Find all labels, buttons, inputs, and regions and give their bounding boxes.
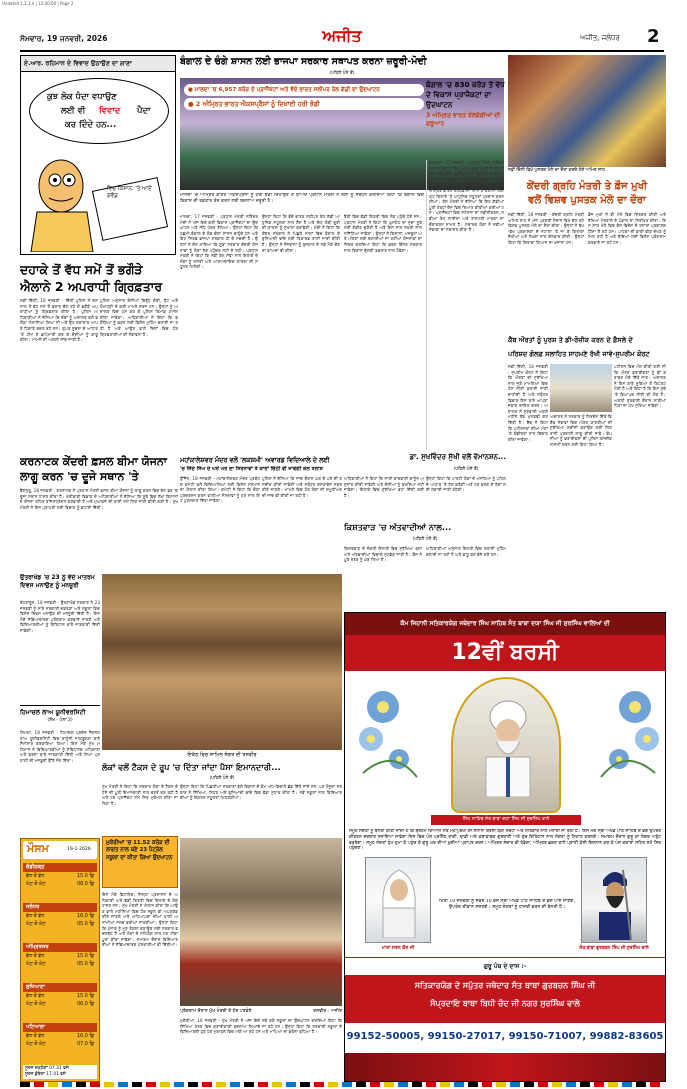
weather-max-label: ਵੱਧ ਤੋਂ ਵੱਧ (26, 1034, 45, 1039)
weather-city (23, 1023, 97, 1063)
speech-line-4: ਕਰ ਦਿੰਦੇ ਹਨ... (65, 120, 117, 130)
lead-headline-row (180, 55, 504, 69)
uttarakhand-body: ਦੇਹਰਾਦੂਨ, 18 ਜਨਵਰੀ - ਉਤਰਾਖੰਡ ਸਰਕਾਰ ਨੇ 23 ਜਨਵਰੀ ਨੂੰ ਸਾਰੇ ਸਰਕਾਰੀ ਦਫ਼ਤਰਾਂ ਅਤੇ ਸਕੂਲਾਂ ਵਿਚ ਵਿਸ਼ੇਸ਼ ਦਿਵਸ ਮਨਾਉਣ ਦੀ ਮਨਜ਼ੂਰੀ ਦਿੱਤੀ ਹੈ। ਇਸ ਮੌਕੇ ਸੱਭਿਆਚਾਰਕ ਪ੍ਰੋਗਰਾਮ ਕਰਵਾਏ ਜਾਣਗੇ ਅਤੇ ਵਿਦਿਆਰਥੀਆਂ ਨੂੰ ਇਤਿਹਾਸ ਬਾਰੇ ਜਾਣਕਾਰੀ ਦਿੱਤੀ ਜਾਵੇਗੀ। (20, 600, 100, 633)
flower-left-icon (353, 677, 423, 787)
honesty-body-col2: ਉਨ੍ਹਾਂ ਕਿਹਾ ਕਿ ਪਿਛਲੀਆਂ ਸਰਕਾਰਾਂ ਵੇਲੇ ਵਿਕਾਸ ਦੇ ਕੰਮ ਅੱਧ-ਵਿਚਾਲੇ ਛੱਡ ਦਿੱਤੇ ਜਾਂਦੇ ਸਨ, ਪਰ ਮੌਜੂਦਾ ਸਰਕਾਰ ਨੇ ਸਿੱਖਿਆ, ਸਿਹਤ ਅਤੇ ਬੁਨਿਆਦੀ ਢਾਂਚੇ ਵਿਚ ਵੱਡਾ ਸੁਧਾਰ ਕੀਤਾ ਹੈ। ਨਵੇਂ ਸਕੂਲਾਂ ਨਾਲ ਵਿਦਿਆਰਥੀਆਂ ਨੂੰ ਬਿਹਤਰ ਸਹੂਲਤਾਂ ਮਿਲਣਗੀਆਂ। (180, 784, 342, 801)
crowd-caption: ਇਕੱਠ ਵਿਚ ਸ਼ਾਮਿਲ ਸੰਗਤ ਦੀ ਤਸਵੀਰ (187, 752, 257, 758)
book-fair-caption: ਨਵੀਂ ਦਿੱਲੀ ਵਿਖੇ ਪੁਸਤਕ ਮੇਲੇ ਦਾ ਦੌਰਾ ਕਰਦੇ ਹੋਏ ਅਮਿਤ ਸ਼ਾਹ (508, 168, 605, 173)
barsi-title: 12ਵੀਂ ਬਰਸੀ (345, 635, 665, 671)
weather-max-label: ਵੱਧ ਤੋਂ ਵੱਧ (26, 954, 45, 959)
organizer-line-1: ਸਤਿਕਾਰਯੋਗ ਦੇ ਸਪੁੱਤਰ ਜਥੇਦਾਰ ਸੰਤ ਬਾਬਾ ਗੁਰਬਚਨ ਸਿੰਘ ਜੀ (414, 981, 596, 990)
weather-title-box (23, 841, 97, 859)
karnataka-headline-1: ਕਰਨਾਟਕ ਕੇਂਦਰੀ ਫ਼ਸਲ ਬੀਮਾ ਯੋਜਨਾ (20, 455, 167, 468)
weather-min: 06.0 ਡਿ (77, 1002, 94, 1007)
flower-right-icon (595, 677, 665, 787)
mata-figure-icon (379, 868, 419, 938)
sc-body-col1: ਨਵੀਂ ਦਿੱਲੀ, 18 ਜਨਵਰੀ - ਸੁਪਰੀਮ ਕੋਰਟ ਨੇ ਕਿਹਾ ਕਿ ਔਰਤਾਂ ਦੀ ਸੁਰੱਖਿਆ ਨਾਲ ਜੁੜੇ ਮਾਮਲਿਆਂ ਵਿਚ ਠੋਸ ਨੀਤੀ ਬਣਾਈ ਜਾਣੀ ਚਾਹੀਦੀ ਹੈ ਅਤੇ ਸਬੰਧਤ ਵਿਭਾਗ ਇਸ ਬਾਰੇ ਆਪਣਾ ਜਵਾਬ ਦਾਇਰ ਕਰਨ। ਅਦਾਲਤ ਨੇ ਸੁਣਵਾਈ ਅਗਲੇ ਮਹੀਨੇ ਤੱਕ ਮੁਲਤਵੀ ਕਰ ਦਿੱਤੀ ਹੈ। ਬੈਂਚ ਨੇ ਕਿਹਾ ਕਿ ਪਟੀਸ਼ਨਰਾਂ ਦੀਆਂ ਮੰਗਾਂ 'ਤੇ ਗੰਭੀਰਤਾ ਨਾਲ ਵਿਚਾਰ ਕੀਤਾ ਜਾਵੇਗਾ। (508, 364, 548, 442)
sc-body-col3: ਪਟੀਸ਼ਨ ਵਿਚ ਮੰਗ ਕੀਤੀ ਗਈ ਸੀ ਕਿ ਔਰਤ ਡਰਾਈਵਰਾਂ ਨੂੰ ਵੀ ਬਰਾਬਰ ਮੌਕੇ ਦਿੱਤੇ ਜਾਣ। ਅਦਾਲਤ ਨੇ ਇਸ ਬਾਰੇ ਸੂਬਿਆਂ ਤੋਂ ਰਿਪੋਰਟ ਮੰਗੀ ਹੈ ਅਤੇ ਕਿਹਾ ਹੈ ਕਿ ਇਸ ਮੁੱਦੇ 'ਤੇ ਵਿਆਪਕ ਨੀਤੀ ਦੀ ਲੋੜ ਹੈ। ਅਗਲੀ ਸੁਣਵਾਈ ਦੌਰਾਨ ਸਾਰੀਆਂ ਧਿਰਾਂ ਦਾ ਪੱਖ ਸੁਣਿਆ ਜਾਵੇਗਾ। (614, 364, 666, 409)
weather-max: 15.0 ਡਿ (77, 954, 94, 959)
book-fair-body-col2: ਫ਼ੌਜ ਮੁਖੀ ਨੇ ਵੀ ਮੇਲੇ ਵਿਚ ਸ਼ਿਰਕਤ ਕੀਤੀ ਅਤੇ ਰੱਖਿਆ ਮੰਤਰਾਲੇ ਦੇ ਪੰਡਾਲ ਦਾ ਨਿਰੀਖਣ ਕੀਤਾ। ਇਸ ਸਾਲ ਮੇਲੇ ਵਿਚ ਦੇਸ਼-ਵਿਦੇਸ਼ ਦੇ ਹਜ਼ਾਰਾਂ ਪ੍ਰਕਾਸ਼ਕ ਹਿੱਸਾ ਲੈ ਰਹੇ ਹਨ। ਪਾਠਕਾਂ ਦੀ ਭਾਰੀ ਭੀੜ ਦੇਖਣ ਨੂੰ ਮਿਲ ਰਹੀ ਹੈ ਅਤੇ ਬੱਚਿਆਂ ਲਈ ਵਿਸ਼ੇਸ਼ ਪ੍ਰੋਗਰਾਮ ਕਰਵਾਏ ਜਾ ਰਹੇ ਹਨ। (588, 212, 666, 245)
lead-body-col2: ਉਨ੍ਹਾਂ ਕਿਹਾ ਕਿ ਵੰਦੇ ਭਾਰਤ ਸਲੀਪਰ ਰੇਲ ਗੱਡੀ ਆਧੁਨਿਕ ਸਹੂਲਤਾਂ ਨਾਲ ਲੈਸ ਹੈ ਅਤੇ ਇਹ ਲੰਬੀ ਦੂਰੀ ਦੀ ਯਾਤਰਾ ਨੂੰ ਸੁਖਾਲਾ ਬਣਾਵੇਗੀ। ਮੋਦੀ ਨੇ ਕਿਹਾ ਕਿ ਕੇਂਦਰ ਸਰਕਾਰ ਨੇ ਪਿਛਲੇ ਸਾਲਾਂ ਵਿਚ ਬੰਗਾਲ ਦੇ ਬੁਨਿਆਦੀ ਢਾਂਚੇ ਲਈ ਰਿਕਾਰਡ ਰਾਸ਼ੀ ਜਾਰੀ ਕੀਤੀ ਹੈ। ਉਨ੍ਹਾਂ ਨੇ ਨੌਜਵਾਨਾਂ ਨੂੰ ਰੁਜ਼ਗਾਰ ਦੇ ਨਵੇਂ ਮੌਕੇ ਦੇਣ ਦਾ ਵਾਅਦਾ ਵੀ ਕੀਤਾ। (262, 214, 340, 253)
barsi-phones: 99152-50005, 99150-27017, 99150-71007, 99882-83605 (346, 1031, 664, 1042)
kishtwar-tag: (ਪਹਿਲੇ ਪੰਨੇ ਤੋਂ) (412, 537, 438, 542)
weather-city-name: ਚੰਡੀਗੜ੍ਹ (23, 863, 97, 872)
sc-body-col2: ਅਦਾਲਤ ਨੇ ਸਰਕਾਰ ਨੂੰ ਨਿਰਦੇਸ਼ ਦਿੱਤੇ ਕਿ ਕੈਬ ਸੇਵਾਵਾਂ ਵਿਚ ਔਰਤ ਯਾਤਰੀਆਂ ਦੀ ਸੁਰੱਖਿਆ ਯਕੀਨੀ ਬਣਾਉਣ ਲਈ ਨਿਗਰਾਨੀ ਪ੍ਰਣਾਲੀ ਲਾਗੂ ਕੀਤੀ ਜਾਵੇ। ਕੰਪਨੀਆਂ ਨੂੰ ਡਰਾਈਵਰਾਂ ਦੀ ਪੁਲਿਸ ਤਸਦੀਕ ਲਾਜ਼ਮੀ ਕਰਨ ਲਈ ਕਿਹਾ ਗਿਆ ਹੈ। (550, 414, 612, 447)
cartoon (20, 55, 176, 255)
weather-min-label: ਘੱਟ ਤੋਂ ਘੱਟ (26, 962, 46, 967)
speech-line-highlight: ਵਿਵਾਦ (99, 106, 121, 116)
barsi-bottom-line: ਗੁਰੂ ਪੰਥ ਦੇ ਦਾਸ :- (483, 963, 527, 970)
lead-body-col3: ਰੈਲੀ ਵਿਚ ਵੱਡੀ ਗਿਣਤੀ ਵਿਚ ਲੋਕ ਪਹੁੰਚੇ ਹੋਏ ਸਨ। ਪ੍ਰਧਾਨ ਮੰਤਰੀ ਨੇ ਕਿਹਾ ਕਿ ਘੁਸਪੈਠ ਦਾ ਮੁੱਦਾ ਸੂਬੇ ਲਈ ਗੰਭੀਰ ਚੁਣੌਤੀ ਹੈ ਅਤੇ ਇਸ ਨਾਲ ਸਖ਼ਤੀ ਨਾਲ ਨਜਿੱਠਿਆ ਜਾਵੇਗਾ। ਉਨ੍ਹਾਂ ਨੇ ਕਿਸਾਨਾਂ, ਮਜ਼ਦੂਰਾਂ ਅਤੇ ਔਰਤਾਂ ਲਈ ਚਲਾਈਆਂ ਜਾ ਰਹੀਆਂ ਯੋਜਨਾਵਾਂ ਦਾ ਜ਼ਿਕਰ ਕਰਦਿਆਂ ਕਿਹਾ ਕਿ ਡਬਲ ਇੰਜਣ ਸਰਕਾਰ ਨਾਲ ਵਿਕਾਸ ਦੁੱਗਣੀ ਰਫ਼ਤਾਰ ਨਾਲ ਹੋਵੇਗਾ। (344, 214, 422, 253)
sukhwinder-headline: ਡਾ. ਸੁਖਵਿੰਦਰ ਸੁੱਖੀ ਵਲੋਂ ਵੋਮਾਨਸ਼ਨ... (409, 453, 506, 461)
himachal-tag: (ਲੇਖ - ਪੰਨਾ 2) (47, 718, 73, 723)
meerut-headline: ਮਹਾਂਕਾਲੇਸ਼ਵਰ ਮੰਦਰ ਵਲੋਂ 'ਲਕਸ਼ਮੀ' ਅਵਾਰਡ ਵਿਦਿਆਲੇ ਦੇ ਲਈ (180, 456, 330, 464)
meerut-subhead: 'ਚ ਜਿੰਦੇ ਸਿੰਘ ਦੇ ਘਰੋਂ ਘਰ ਦਾ ਸਿਰਨਾਵਾਂ ਤੇ ਕਾਰਾਂ ਚਿੱਠੀ ਵੀ ਜਾਵੇਗੀ ਕੋਲ ਤਲਾਸ਼ (180, 466, 323, 472)
left-portrait (365, 857, 431, 943)
weather-min-label: ਘੱਟ ਤੋਂ ਘੱਟ (26, 922, 46, 927)
weather-max: 15.0 ਡਿ (77, 874, 94, 879)
speech-line-1: ਕੁਝ ਲੋਕ ਧੰਦਾ ਵਧਾਉਣ (47, 92, 117, 102)
karnataka-headline-2: ਲਾਗੂ ਕਰਨ 'ਚ ਦੂਜੇ ਸਥਾਨ 'ਤੇ (20, 470, 139, 483)
event-credit: ਤਸਵੀਰ : ਅਜੀਤ (313, 1009, 342, 1014)
weather-city-name: ਪਟਿਆਲਾ (23, 1023, 97, 1032)
event-photo (180, 838, 342, 1006)
arrest-headline-2: ਐਲਾਨੇ 2 ਅਪਰਾਧੀ ਗ੍ਰਿਫ਼ਤਾਰ (20, 279, 163, 294)
page-header (20, 28, 664, 50)
weather-city-list (23, 863, 97, 1063)
weather-city (23, 903, 97, 943)
event-caption: ਪ੍ਰੋਗਰਾਮ ਦੌਰਾਨ ਮੁੱਖ ਮੰਤਰੀ ਤੇ ਹੋਰ ਪਤਵੰਤੇ (180, 1009, 252, 1014)
weather-max-label: ਵੱਧ ਤੋਂ ਵੱਧ (26, 914, 45, 919)
print-strip: Undated 1.2.3.4 | 12:00:00 | Page 2 (2, 1, 74, 6)
weather-max: 16.0 ਡਿ (77, 914, 94, 919)
weather-min-label: ਘੱਟ ਤੋਂ ਘੱਟ (26, 882, 46, 887)
barsi-divider (345, 957, 665, 958)
weather-min: 08.0 ਡਿ (77, 882, 94, 887)
weather-city-name: ਲੁਧਿਆਣਾ (23, 983, 97, 992)
book-fair-body-col1: ਨਵੀਂ ਦਿੱਲੀ, 18 ਜਨਵਰੀ - ਕੇਂਦਰੀ ਗ੍ਰਹਿ ਮੰਤਰੀ ਅਮਿਤ ਸ਼ਾਹ ਨੇ ਅੱਜ ਪ੍ਰਗਤੀ ਮੈਦਾਨ ਵਿਖੇ ਚੱਲ ਰਹੇ ਵਿਸ਼ਵ ਪੁਸਤਕ ਮੇਲੇ ਦਾ ਦੌਰਾ ਕੀਤਾ। ਉਨ੍ਹਾਂ ਨੇ ਵੱਖ-ਵੱਖ ਪ੍ਰਕਾਸ਼ਕਾਂ ਦੇ ਸਟਾਲਾਂ 'ਤੇ ਜਾ ਕੇ ਕਿਤਾਬਾਂ ਦੇਖੀਆਂ ਅਤੇ ਲੇਖਕਾਂ ਨਾਲ ਗੱਲਬਾਤ ਕੀਤੀ। ਉਨ੍ਹਾਂ ਕਿਹਾ ਕਿ ਕਿਤਾਬਾਂ ਗਿਆਨ ਦਾ ਖ਼ਜ਼ਾਨਾ ਹਨ। (508, 212, 584, 245)
lead-body-col1: ਮਾਲਦਾ, 17 ਜਨਵਰੀ - ਪ੍ਰਧਾਨ ਮੰਤਰੀ ਨਰਿੰਦਰ ਮੋਦੀ ਨੇ ਅੱਜ ਇਥੇ ਕਈ ਵਿਕਾਸ ਪ੍ਰਾਜੈਕਟਾਂ ਦਾ ਉਦਘਾਟਨ ਅਤੇ ਨੀਂਹ ਪੱਥਰ ਰੱਖਿਆ। ਉਨ੍ਹਾਂ ਕਿਹਾ ਕਿ ਪੱਛਮੀ ਬੰਗਾਲ ਦੇ ਲੋਕ ਚੰਗਾ ਸ਼ਾਸਨ ਚਾਹੁੰਦੇ ਹਨ ਅਤੇ ਇਹ ਸਿਰਫ਼ ਭਾਜਪਾ ਸਰਕਾਰ ਹੀ ਦੇ ਸਕਦੀ ਹੈ। ਉਨ੍ਹਾਂ ਨੇ ਦੋਸ਼ ਲਾਇਆ ਕਿ ਸੂਬਾ ਸਰਕਾਰ ਕੇਂਦਰੀ ਯੋਜਨਾਵਾਂ ਨੂੰ ਲੋਕਾਂ ਤੱਕ ਪਹੁੰਚਣ ਨਹੀਂ ਦੇ ਰਹੀ। ਪ੍ਰਧਾਨ ਮੰਤਰੀ ਨੇ ਕਿਹਾ ਕਿ ਨਵੀਂ ਰੇਲ ਸੇਵਾ ਨਾਲ ਇਲਾਕੇ ਦੇ ਲੋਕਾਂ ਨੂੰ ਸਸਤੀ ਅਤੇ ਆਰਾਮਦਾਇਕ ਯਾਤਰਾ ਦੀ ਸਹੂਲਤ ਮਿਲੇਗੀ। (180, 214, 258, 270)
lead-banner-1: ● ਮਾਲਦਾ 'ਚ 6,957 ਕਰੋੜ ਦੇ ਪ੍ਰਾਜੈਕਟਾਂ ਅਤੇ ਵੰਦੇ ਭਾਰਤ ਸਲੀਪਰ ਰੇਲ ਗੱਡੀ ਦਾ ਉਦਘਾਟਨ (184, 84, 424, 96)
barsi-organizer-band (345, 975, 665, 1023)
meerut-body-col3: ਅਧਿਕਾਰੀਆਂ ਨੇ ਕਿਹਾ ਕਿ ਸਾਰੀ ਕਾਰਵਾਈ ਕਾਨੂੰਨ ਅਨੁਸਾਰ ਕੀਤੀ ਜਾਵੇਗੀ ਅਤੇ ਦੋਸ਼ੀਆਂ ਨੂੰ ਬਖ਼ਸ਼ਿਆ ਨਹੀਂ ਜਾਵੇਗਾ। ਇਲਾਕੇ ਵਿਚ ਸੁਰੱਖਿਆ ਵਧਾ ਦਿੱਤੀ ਗਈ ਹੈ। (344, 476, 424, 498)
sukhwinder-tag: (ਪਹਿਲੇ ਪੰਨੇ ਤੋਂ) (453, 467, 479, 472)
karnataka-body: ਬੈਂਗਲੁਰੂ, 18 ਜਨਵਰੀ - ਕਰਨਾਟਕ ਨੇ ਪ੍ਰਧਾਨ ਮੰਤਰੀ ਫ਼ਸਲ ਬੀਮਾ ਯੋਜਨਾ ਨੂੰ ਲਾਗੂ ਕਰਨ ਵਿਚ ਦੇਸ਼ ਭਰ 'ਚ ਦੂਜਾ ਸਥਾਨ ਹਾਸਲ ਕੀਤਾ ਹੈ। ਖੇਤੀਬਾੜੀ ਵਿਭਾਗ ਦੇ ਅਧਿਕਾਰੀਆਂ ਨੇ ਦੱਸਿਆ ਕਿ ਸੂਬੇ ਵਿਚ ਲੱਖਾਂ ਕਿਸਾਨਾਂ ਨੇ ਯੋਜਨਾ ਤਹਿਤ ਰਜਿਸਟ੍ਰੇਸ਼ਨ ਕਰਵਾਈ ਹੈ ਅਤੇ ਮੁਆਵਜ਼ੇ ਦੀ ਰਾਸ਼ੀ ਸਮੇਂ ਸਿਰ ਜਾਰੀ ਕੀਤੀ ਗਈ ਹੈ। ਮੁੱਖ ਮੰਤਰੀ ਨੇ ਇਸ ਪ੍ਰਾਪਤੀ ਲਈ ਵਿਭਾਗ ਨੂੰ ਵਧਾਈ ਦਿੱਤੀ। (20, 488, 178, 510)
weather-title: ਮੌਸਮ (27, 842, 49, 855)
honesty-body-col1: ਮੁੱਖ ਮੰਤਰੀ ਨੇ ਕਿਹਾ ਕਿ ਸਰਕਾਰ ਲੋਕਾਂ ਦੇ ਟੈਕਸ ਦੇ ਪੈਸੇ ਦੀ ਪੂਰੀ ਇਮਾਨਦਾਰੀ ਨਾਲ ਵਰਤੋਂ ਕਰ ਰਹੀ ਹੈ ਅਤੇ ਹਰ ਪ੍ਰਾਜੈਕਟ ਸਮੇਂ ਸਿਰ ਮੁਕੰਮਲ ਕੀਤਾ ਜਾ ਰਿਹਾ ਹੈ। (102, 784, 178, 806)
honesty-tag: (ਪਹਿਲੇ ਪੰਨੇ ਤੋਂ) (209, 776, 235, 781)
weather-min: 05.0 ਡਿ (77, 962, 94, 967)
speech-line-2: ਲਈ ਵੀ (61, 106, 86, 116)
right-portrait (581, 857, 647, 943)
weather-city (23, 983, 97, 1023)
header-date: ਸੋਮਵਾਰ, 19 ਜਨਵਰੀ, 2026 (20, 34, 108, 43)
himachal-body: ਸ਼ਿਮਲਾ, 18 ਜਨਵਰੀ - ਹਿਮਾਚਲ ਪ੍ਰਦੇਸ਼ ਨੈਸ਼ਨਲ ਲਾਅ ਯੂਨੀਵਰਸਿਟੀ ਵਿਚ ਕਾਨੂੰਨੀ ਜਾਗਰੂਕਤਾ ਬਾਰੇ ਸੈਮੀਨਾਰ ਕਰਵਾਇਆ ਗਿਆ। ਇਸ ਮੌਕੇ ਮੁੱਖ ਮਹਿਮਾਨ ਨੇ ਵਿਦਿਆਰਥੀਆਂ ਨੂੰ ਸੰਵਿਧਾਨਕ ਅਧਿਕਾਰਾਂ ਅਤੇ ਫ਼ਰਜ਼ਾਂ ਬਾਰੇ ਜਾਣਕਾਰੀ ਦਿੱਤੀ ਅਤੇ ਨਿਆਂ ਪ੍ਰਣਾਲੀ ਦੀ ਮਜ਼ਬੂਤੀ ਉੱਤੇ ਜ਼ੋਰ ਦਿੱਤਾ। (20, 730, 100, 763)
saint-figure-icon (478, 697, 538, 797)
lead-headline: ਬੰਗਾਲ ਦੇ ਚੰਗੇ ਸ਼ਾਸਨ ਲਈ ਭਾਜਪਾ ਸਰਕਾਰ ਸਥਾਪਤ ਕਰਨਾ ਜ਼ਰੂਰੀ-ਮੋਦੀ (180, 56, 427, 67)
lead-banner-2: ● 2 ਅੰਮ੍ਰਿਤ ਭਾਰਤ ਐਕਸਪ੍ਰੈਸਾਂ ਨੂੰ ਦਿਖਾਈ ਹਰੀ ਝੰਡੀ (184, 98, 424, 110)
weather-max-label: ਵੱਧ ਤੋਂ ਵੱਧ (26, 994, 45, 999)
weather-box (20, 838, 100, 1082)
sc-headline-2: ਪਰਿਸ਼ਦ ਗੋਲਫ਼ ਸਲਾਹਿਤ ਸਾਹਮਣੇ ਰੱਖੀ ਜਾਵੇ-ਸੁਪਰੀਮ ਕੋਰਟ (508, 350, 650, 358)
weather-max-label: ਵੱਧ ਤੋਂ ਵੱਧ (26, 874, 45, 879)
weather-date: 19-1-2026 (67, 847, 91, 852)
himachal-block (20, 705, 100, 727)
kishtwar-body-col2: ਅਧਿਕਾਰੀਆਂ ਅਨੁਸਾਰ ਇਲਾਕੇ ਵਿਚ ਤਲਾਸ਼ੀ ਮੁਹਿੰਮ ਚਲਾਈ ਜਾ ਰਹੀ ਹੈ ਅਤੇ ਵਾਧੂ ਬਲ ਭੇਜੇ ਗਏ ਹਨ। (426, 546, 506, 557)
honesty-body-col3: ਇਸ ਮੌਕੇ ਵਿਧਾਇਕ, ਜ਼ਿਲ੍ਹਾ ਪ੍ਰਸ਼ਾਸਨ ਦੇ ਅਧਿਕਾਰੀ ਅਤੇ ਵੱਡੀ ਗਿਣਤੀ ਵਿਚ ਇਲਾਕੇ ਦੇ ਲੋਕ ਹਾਜ਼ਰ ਸਨ। ਮੁੱਖ ਮੰਤਰੀ ਨੇ ਐਲਾਨ ਕੀਤਾ ਕਿ ਆਉਣ ਵਾਲੇ ਮਹੀਨਿਆਂ ਵਿਚ ਹੋਰ ਸਕੂਲ ਵੀ ਅਪਗ੍ਰੇਡ ਕੀਤੇ ਜਾਣਗੇ ਅਤੇ ਅਧਿਆਪਕਾਂ ਦੀਆਂ ਖ਼ਾਲੀ ਅਸਾਮੀਆਂ ਜਲਦ ਭਰੀਆਂ ਜਾਣਗੀਆਂ। ਉਨ੍ਹਾਂ ਕਿਹਾ ਕਿ ਪੰਜਾਬ ਨੂੰ ਮੁੜ ਰੰਗਲਾ ਬਣਾਉਣ ਲਈ ਸਰਕਾਰ ਵਚਨਬੱਧ ਹੈ ਅਤੇ ਲੋਕਾਂ ਦੇ ਸਹਿਯੋਗ ਨਾਲ ਹਰ ਟੀਚਾ ਪੂਰਾ ਕੀਤਾ ਜਾਵੇਗਾ। ਸਮਾਗਮ ਦੌਰਾਨ ਵਿਦਿਆਰਥੀਆਂ ਨੇ ਸੱਭਿਆਚਾਰਕ ਪੇਸ਼ਕਾਰੀਆਂ ਵੀ ਦਿੱਤੀਆਂ। (102, 892, 178, 948)
himachal-headline: ਹਿਮਾਚਲ ਲਾਅ ਯੂਨੀਵਰਸਿਟੀ (20, 709, 86, 716)
cartoon-strip: ਏ.ਆਰ. ਰਹਿਮਾਨ ਦੇ ਵਿਵਾਦ ਉਠਾਉਣ ਦਾ ਗਾਣਾ (21, 56, 175, 72)
barsi-top-line: ਕੌਮ ਜਿਹਾਨੀ ਸਤਿਕਾਰਯੋਗ ਜਥੇਦਾਰ ਸਿੰਘ ਸਾਹਿਬ ਸੰਤ ਬਾਬਾ ਦਯਾ ਸਿੰਘ ਜੀ ਸੁਰਸਿੰਘ ਵਾਲਿਆਂ ਦੀ (345, 613, 665, 635)
event-photo-caption-row (180, 1008, 342, 1014)
honesty-headline: ਲੋਕਾਂ ਵਲੋਂ ਟੈਕਸ ਦੇ ਰੂਪ 'ਚ ਦਿੱਤਾ ਜਾਂਦਾ ਪੈਸਾ ਇਮਾਨਦਾਰੀ... (102, 762, 281, 772)
page-number: 2 (647, 26, 660, 47)
bengal-projects-headline: ਬੰਗਾਲ 'ਚ 830 ਕਰੋੜ ਤੋਂ ਵੱਧ ਦੇ ਵਿਕਾਸ ਪ੍ਰਾਜੈਕਟਾਂ ਦਾ ਉਦਘਾਟਨ (426, 80, 505, 109)
header-rule (20, 50, 664, 52)
registration-strip (20, 1082, 664, 1087)
funds-callout: ਮੁਕੇਰੀਆਂ 'ਚ 11.52 ਕਰੋੜ ਦੀ ਲਾਗਤ ਨਾਲ ਬਣੇ 23 ਪੈਟ੍ਰੋਲ ਸਕੂਲਾਂ ਦਾ ਕੀਤਾ ਗਿਆ ਉਦਘਾਟਨ (102, 836, 178, 888)
sunset: ਸੂਰਜ ਡੁੱਬੇਗਾ 17.41 ਵਜੇ (25, 1072, 66, 1077)
header-location: ਅਜੀਤ, ਜਲੰਧਰ (580, 34, 620, 42)
event-body: ਮੁਕੇਰੀਆਂ, 18 ਜਨਵਰੀ - ਮੁੱਖ ਮੰਤਰੀ ਨੇ ਅੱਜ ਇਥੇ ਨਵੇਂ ਬਣੇ ਸਕੂਲਾਂ ਦਾ ਉਦਘਾਟਨ ਕਰਦਿਆਂ ਕਿਹਾ ਕਿ ਸਿੱਖਿਆ ਖੇਤਰ ਵਿਚ ਕ੍ਰਾਂਤੀਕਾਰੀ ਬਦਲਾਅ ਲਿਆਂਦੇ ਜਾ ਰਹੇ ਹਨ। ਉਨ੍ਹਾਂ ਕਿਹਾ ਕਿ ਸਰਕਾਰੀ ਸਕੂਲਾਂ ਦੇ ਵਿਦਿਆਰਥੀ ਹੁਣ ਹਰ ਮੁਕਾਬਲੇ ਵਿਚ ਅੱਗੇ ਆ ਰਹੇ ਹਨ ਅਤੇ ਮਾਪਿਆਂ ਦਾ ਭਰੋਸਾ ਵਧਿਆ ਹੈ। (180, 1018, 342, 1035)
weather-city-name: ਅੰਮ੍ਰਿਤਸਰ (23, 943, 97, 952)
weather-city-name: ਜਲੰਧਰ (23, 903, 97, 912)
lead-intro: ਮਾਲਦਾ 'ਚ ਅੰਮ੍ਰਿਤ ਭਾਰਤ ਐਕਸਪ੍ਰੈਸਾਂ ਨੂੰ ਹਰੀ ਝੰਡੀ ਦਿਖਾਉਣ ਤੋਂ ਬਾਅਦ ਪ੍ਰਧਾਨ ਮੰਤਰੀ ਨੇ ਰੈਲੀ ਨੂੰ ਸੰਬੋਧਨ ਕਰਦਿਆਂ ਕਿਹਾ ਕਿ ਬੰਗਾਲ ਵਿਚ ਵਿਕਾਸ ਦੀ ਰਫ਼ਤਾਰ ਤੇਜ਼ ਕਰਨ ਲਈ ਬਦਲਾਅ ਜ਼ਰੂਰੀ ਹੈ। (180, 193, 424, 204)
left-portrait-label: ਮਾਤਾ ਸਰਨ ਕੌਰ ਜੀ (381, 946, 415, 951)
speech-line-3: ਪੈਦਾ (137, 106, 151, 116)
barsi-ad (344, 612, 666, 1082)
organizer-line-2: ਸੰਪ੍ਰਦਾਇ ਬਾਬਾ ਬਿਧੀ ਚੰਦ ਜੀ ਨਗਰ ਸੁਰਸਿੰਘ ਵਾਲੇ (430, 999, 580, 1008)
cartoon-side-note: ਵਿਚ ਕਿਸਾਨ, 'ਤੇ ਆਏ ਗਵੰਡ (107, 186, 152, 199)
kishtwar-body-col1: ਕਿਸ਼ਤਵਾੜ ਦੇ ਜੰਗਲੀ ਇਲਾਕੇ ਵਿਚ ਸੁਰੱਖਿਆ ਬਲਾਂ ਅਤੇ ਅੱਤਵਾਦੀਆਂ ਵਿਚਾਲੇ ਮੁੱਠਭੇੜ ਜਾਰੀ ਹੈ। ਫ਼ੌਜ ਨੇ ਪੂਰੇ ਖੇਤਰ ਨੂੰ ਘੇਰ ਲਿਆ ਹੈ। (344, 546, 422, 563)
bengal-projects-subhead: 3 ਅੰਮ੍ਰਿਤ ਭਾਰਤ ਰੇਲਗੱਡੀਆਂ ਦੀ ਸ਼ੁਰੂਆਤ (426, 112, 501, 127)
bengal-projects-body: ਕੋਲਕਾਤਾ, 17 ਜਨਵਰੀ - ਪ੍ਰਧਾਨ ਮੰਤਰੀ ਨਰਿੰਦਰ ਮੋਦੀ ਨੇ ਬੰਗਾਲ ਵਿਚ 830 ਕਰੋੜ ਰੁਪਏ ਤੋਂ ਵੱਧ ਦੇ ਰੇਲ ਅਤੇ ਸੜਕ ਪ੍ਰਾਜੈਕਟਾਂ ਦਾ ਉਦਘਾਟਨ ਕੀਤਾ। ਇਨ੍ਹਾਂ ਪ੍ਰਾਜੈਕਟਾਂ ਨਾਲ ਉੱਤਰੀ ਬੰਗਾਲ ਦੀ ਸੰਪਰਕ ਵਿਵਸਥਾ ਮਜ਼ਬੂਤ ਹੋਵੇਗੀ। ਤਿੰਨ ਨਵੀਆਂ ਅੰਮ੍ਰਿਤ ਭਾਰਤ ਰੇਲਗੱਡੀਆਂ ਆਮ ਯਾਤਰੀਆਂ ਲਈ ਘੱਟ ਕਿਰਾਏ 'ਤੇ ਆਧੁਨਿਕ ਸਹੂਲਤਾਂ ਪ੍ਰਦਾਨ ਕਰਨਗੀਆਂ। ਰੇਲ ਮੰਤਰੀ ਨੇ ਦੱਸਿਆ ਕਿ ਇਹ ਗੱਡੀਆਂ ਪੂਰੀ ਤਰ੍ਹਾਂ ਦੇਸ਼ ਵਿਚ ਤਿਆਰ ਕੀਤੀਆਂ ਗਈਆਂ ਹਨ। ਪ੍ਰਾਜੈਕਟਾਂ ਵਿਚ ਸਟੇਸ਼ਨਾਂ ਦਾ ਨਵੀਨੀਕਰਨ, ਨਵੀਆਂ ਰੇਲ ਲਾਈਨਾਂ ਅਤੇ ਰਾਸ਼ਟਰੀ ਮਾਰਗਾਂ ਦਾ ਚੌੜਾਕਰਨ ਸ਼ਾਮਲ ਹੈ। ਸਥਾਨਕ ਲੋਕਾਂ ਨੇ ਨਵੀਆਂ ਸੇਵਾਵਾਂ ਦਾ ਸਵਾਗਤ ਕੀਤਾ ਹੈ। (426, 160, 504, 450)
book-fair-headline-2: ਵਲੋਂ ਵਿਸ਼ਵ ਪੁਸਤਕ ਮੇਲੇ ਦਾ ਦੌਰਾ (528, 195, 646, 206)
baba-figure-icon (595, 864, 635, 940)
weather-max: 16.0 ਡਿ (77, 1034, 94, 1039)
book-fair-photo (508, 55, 666, 167)
barsi-program: ਮਿਤੀ 19 ਜਨਵਰੀ ਨੂੰ ਸਵੇਰੇ 10 ਵਜੇ ਸ੍ਰੀ ਅਖੰਡ ਪਾਠ ਸਾਹਿਬ ਦੇ ਭੋਗ ਪਾਏ ਜਾਣਗੇ, ਉਪਰੰਤ ਦੀਵਾਨ ਸਜਣਗੇ। ਸਮੂਹ ਸੰਗਤਾਂ ਨੂੰ ਹਾਜ਼ਰੀ ਭਰਨ ਦੀ ਬੇਨਤੀ ਹੈ। (439, 899, 575, 910)
crowd-photo (102, 574, 342, 750)
sunrise: ਸੂਰਜ ਚੜ੍ਹੇਗਾ 07.31 ਵਜੇ (25, 1066, 69, 1071)
weather-min: 07.0 ਡਿ (77, 1042, 94, 1047)
arrest-headline-1: ਦਹਾਕੇ ਤੋਂ ਵੱਧ ਸਮੇਂ ਤੋਂ ਭਗੌੜੇ (20, 262, 143, 277)
arrest-body-col2: ਪੁਲਿਸ ਅਨੁਸਾਰ ਦੋਸ਼ੀਆਂ ਵਿਰੁੱਧ ਚੋਰੀ, ਲੁੱਟ ਅਤੇ ਧੋਖਾਧੜੀ ਦੇ ਕਈ ਮਾਮਲੇ ਦਰਜ ਹਨ। ਉਨ੍ਹਾਂ ਨੂੰ ਅਦਾਲਤ ਵਿਚ ਪੇਸ਼ ਕਰ ਕੇ ਪੁਲਿਸ ਰਿਮਾਂਡ ਹਾਸਲ ਕੀਤਾ ਜਾਵੇਗਾ। ਅਧਿਕਾਰੀਆਂ ਨੇ ਕਿਹਾ ਕਿ ਭਗੌੜਿਆਂ ਨੂੰ ਫੜਨ ਲਈ ਵਿਸ਼ੇਸ਼ ਮੁਹਿੰਮ ਚਲਾਈ ਜਾ ਰਹੀ ਹੈ ਅਤੇ ਆਉਣ ਵਾਲੇ ਦਿਨਾਂ ਵਿਚ ਹੋਰ ਗ੍ਰਿਫ਼ਤਾਰੀਆਂ ਦੀ ਸੰਭਾਵਨਾ ਹੈ। (100, 298, 178, 337)
weather-city (23, 863, 97, 903)
kishtwar-headline: ਕਿਸ਼ਤਵਾੜ 'ਚ ਅੱਤਵਾਦੀਆਂ ਨਾਲ... (344, 522, 452, 532)
sun-times (23, 1065, 97, 1079)
sc-headline-1: ਕੈਬ ਔਰਤਾਂ ਨੂੰ ਪੁਰਸ਼ ਤੇ ਡੀ-ਰੋਜ਼ੀਕ ਕਰਨ ਦੇ ਫ਼ੈਸਲੇ ਦੇ (508, 336, 633, 344)
weather-city (23, 943, 97, 983)
sukhwinder-body: ਉਨ੍ਹਾਂ ਕਿਹਾ ਕਿ ਪਾਰਟੀ ਲੋਕਾਂ ਦੇ ਮਸਲਿਆਂ ਨੂੰ ਪਹਿਲ ਦੇ ਆਧਾਰ 'ਤੇ ਹੱਲ ਕਰੇਗੀ ਅਤੇ ਹਰ ਵਰਗ ਦੇ ਹੱਕਾਂ ਲਈ ਲੜਾਈ ਜਾਰੀ ਰਹੇਗੀ। (426, 476, 506, 493)
book-fair-headline-1: ਕੇਂਦਰੀ ਗ੍ਰਹਿ ਮੰਤਰੀ ਤੇ ਫ਼ੌਜ ਮੁਖੀ (526, 181, 648, 192)
bengal-projects-box (426, 80, 506, 150)
arrest-body-col1: ਨਵੀਂ ਦਿੱਲੀ, 18 ਜਨਵਰੀ - ਦਿੱਲੀ ਪੁਲਿਸ ਨੇ ਦਸ ਸਾਲ ਤੋਂ ਵੱਧ ਸਮੇਂ ਤੋਂ ਫ਼ਰਾਰ ਚੱਲ ਰਹੇ ਦੋ ਭਗੌੜੇ ਅਪਰਾਧੀਆਂ ਨੂੰ ਗ੍ਰਿਫ਼ਤਾਰ ਕੀਤਾ ਹੈ। ਪੁਲਿਸ ਅਧਿਕਾਰੀਆਂ ਨੇ ਦੱਸਿਆ ਕਿ ਦੋਵਾਂ ਨੂੰ ਅਦਾਲਤ ਵਲੋਂ ਭਗੌੜਾ ਐਲਾਨਿਆ ਗਿਆ ਸੀ ਅਤੇ ਉਹ ਲਗਾਤਾਰ ਆਪਣੇ ਟਿਕਾਣੇ ਬਦਲ ਰਹੇ ਸਨ। ਗੁਪਤ ਸੂਚਨਾ ਦੇ ਆਧਾਰ 'ਤੇ ਟੀਮ ਨੇ ਛਾਪੇਮਾਰੀ ਕਰ ਕੇ ਦੋਸ਼ੀਆਂ ਨੂੰ ਕਾਬੂ ਕੀਤਾ। ਮਾਮਲੇ ਦੀ ਅਗਲੀ ਜਾਂਚ ਜਾਰੀ ਹੈ। (20, 298, 98, 343)
supreme-court-photo (550, 364, 612, 412)
uttarakhand-headline: ਉਤਰਾਖੰਡ 'ਚ 23 ਨੂੰ ਵੰਦੇ ਮਾਤਰਮ ਦਿਵਸ ਮਨਾਉਣ ਨੂੰ ਮਨਜ਼ੂਰੀ (20, 574, 95, 589)
barsi-body: ਸਮੂਹ ਸੰਗਤਾਂ ਨੂੰ ਬੇਨਤੀ ਕੀਤੀ ਜਾਂਦੀ ਹੈ ਕਿ ਬ੍ਰਹਮ ਗਿਆਨੀ ਸੰਤ ਮਹਾਂਪੁਰਖਾਂ ਦੀ ਸਲਾਨਾ ਬਰਸੀ ਬੜੀ ਸ਼ਰਧਾ ਅਤੇ ਸਤਿਕਾਰ ਨਾਲ ਮਨਾਈ ਜਾ ਰਹੀ ਹੈ। ਇਸ ਮੌਕੇ ਸ੍ਰੀ ਅਖੰਡ ਪਾਠ ਸਾਹਿਬ ਦੇ ਭੋਗ ਉਪਰੰਤ ਕੀਰਤਨ ਦਰਬਾਰ ਸਜਾਇਆ ਜਾਵੇਗਾ ਜਿਸ ਵਿਚ ਪੰਥ ਪ੍ਰਸਿੱਧ ਰਾਗੀ, ਢਾਡੀ ਅਤੇ ਕਥਾਵਾਚਕ ਗੁਰਬਾਣੀ ਅਤੇ ਗੁਰ ਇਤਿਹਾਸ ਨਾਲ ਸੰਗਤਾਂ ਨੂੰ ਨਿਹਾਲ ਕਰਨਗੇ। ਸਮਾਗਮ ਦੌਰਾਨ ਗੁਰੂ ਕਾ ਲੰਗਰ ਅਤੁੱਟ ਵਰਤੇਗਾ। ਸਮੂਹ ਸੰਗਤਾਂ ਹੁੰਮ-ਹੁਮਾ ਕੇ ਪਹੁੰਚ ਕੇ ਗੁਰੂ ਘਰ ਦੀਆਂ ਖ਼ੁਸ਼ੀਆਂ ਪ੍ਰਾਪਤ ਕਰਨ। ਅੰਮ੍ਰਿਤ ਸੰਚਾਰ ਵੀ ਹੋਵੇਗਾ, ਅੰਮ੍ਰਿਤ ਛਕਣ ਵਾਲੇ ਪ੍ਰਾਣੀ ਕੇਸੀ ਇਸ਼ਨਾਨ ਕਰ ਕੇ ਪੰਜ ਕਕਾਰਾਂ ਸਹਿਤ ਸਮੇਂ ਸਿਰ ਪਹੁੰਚਣ। (349, 829, 661, 852)
lead-tag: (ਪਹਿਲੇ ਪੰਨੇ ਤੋਂ) (329, 71, 355, 76)
barsi-footer-band (345, 1053, 665, 1081)
meerut-body-col1: ਉੱਜੈਨ, 18 ਜਨਵਰੀ - ਮਹਾਂਕਾਲੇਸ਼ਵਰ ਮੰਦਰ ਪ੍ਰਬੰਧਕ ਕਮੇਟੀ ਵਲੋਂ ਵਿਦਿਆਲਿਆਂ ਲਈ ਵਿਸ਼ੇਸ਼ ਸਨਮਾਨ ਦਾ ਐਲਾਨ ਕੀਤਾ ਗਿਆ। ਕਮੇਟੀ ਨੇ ਕਿਹਾ ਕਿ ਚੰਗਾ ਪ੍ਰਦਰਸ਼ਨ ਕਰਨ ਵਾਲੀਆਂ ਸੰਸਥਾਵਾਂ ਨੂੰ ਹਰ ਸਾਲ ਇਹ ਪੁਰਸਕਾਰ ਦਿੱਤਾ ਜਾਵੇਗਾ। (180, 476, 260, 504)
main-portrait (451, 677, 561, 813)
weather-min: 05.0 ਡਿ (77, 922, 94, 927)
weather-min-label: ਘੱਟ ਤੋਂ ਘੱਟ (26, 1042, 46, 1047)
meerut-body-col2: ਪੁਲਿਸ ਨੇ ਦੱਸਿਆ ਕਿ ਜਾਂਚ ਦੌਰਾਨ ਘਰ ਦੇ ਪਤੇ ਦੀ ਤਸਦੀਕ ਕੀਤੀ ਜਾਵੇਗੀ ਅਤੇ ਸਬੰਧਤ ਦਸਤਾਵੇਜ਼ ਜ਼ਬਤ ਕੀਤੇ ਜਾਣਗੇ। ਮਾਮਲੇ ਵਿਚ ਹੋਰ ਲੋਕਾਂ ਦੀ ਸ਼ਮੂਲੀਅਤ ਦੀ ਜਾਂਚ ਵੀ ਕੀਤੀ ਜਾ ਰਹੀ ਹੈ। (262, 476, 342, 498)
masthead: ਅਜੀਤ (322, 26, 362, 45)
weather-max: 15.0 ਡਿ (77, 994, 94, 999)
weather-min-label: ਘੱਟ ਤੋਂ ਘੱਟ (26, 1002, 46, 1007)
right-portrait-label: ਸੰਤ ਬਾਬਾ ਗੁਰਬਚਨ ਸਿੰਘ ਜੀ ਸੁਰਸਿੰਘ ਵਾਲੇ (579, 946, 649, 951)
main-portrait-label: ਸਿੰਘ ਸਾਹਿਬ ਸੰਤ ਬਾਬਾ ਦਯਾ ਸਿੰਘ ਜੀ ਸੁਰਸਿੰਘ ਵਾਲੇ (431, 815, 581, 825)
